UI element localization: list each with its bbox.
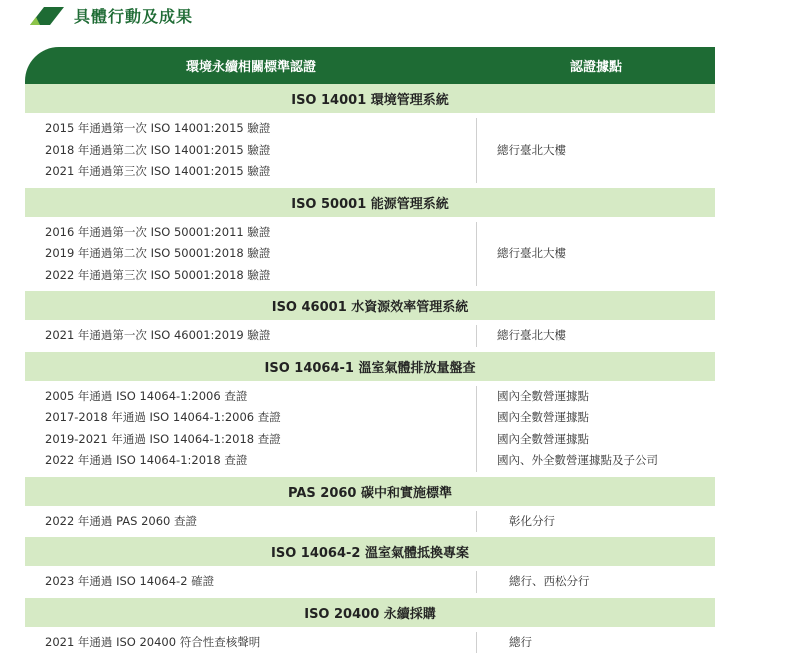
location-item: 彰化分行 (509, 513, 555, 528)
location-list (477, 386, 715, 472)
location-list (477, 325, 715, 347)
header-standard: 環境永續相關標準認證 (185, 60, 316, 75)
cert-list (25, 632, 477, 654)
section-row (25, 566, 715, 598)
table-header (25, 47, 715, 84)
cert-item: 2019 年通過第二次 ISO 50001:2018 驗證 (45, 246, 271, 260)
cert-item: 2016 年通過第一次 ISO 50001:2011 驗證 (45, 224, 271, 239)
cert-list (25, 222, 477, 287)
cert-list (25, 325, 477, 347)
section-row (25, 217, 715, 292)
section-row (25, 113, 715, 188)
cert-item: 2015 年通過第一次 ISO 14001:2015 驗證 (45, 121, 271, 135)
cert-list (25, 511, 477, 533)
section-title: ISO 14064-2 溫室氣體抵換專案 (25, 537, 715, 566)
location-item: 國內全數營運據點 (497, 388, 589, 403)
slash-mark-icon (30, 7, 64, 25)
location-item: 總行 (509, 634, 532, 649)
location-item: 國內全數營運據點 (497, 410, 589, 424)
certification-table (25, 47, 715, 658)
location-item: 總行、西松分行 (509, 574, 590, 588)
location-list (477, 511, 715, 533)
section-row (25, 381, 715, 477)
location-item: 國內全數營運據點 (497, 431, 589, 446)
location-item: 總行臺北大樓 (497, 328, 566, 342)
heading-title: 具體行動及成果 (74, 7, 194, 26)
cert-item: 2021 年通過 ISO 20400 符合性查核聲明 (45, 634, 261, 649)
cert-list (25, 571, 477, 593)
section-title: PAS 2060 碳中和實施標準 (25, 477, 715, 506)
cert-item: 2023 年通過 ISO 14064-2 確證 (45, 574, 215, 588)
section-row (25, 320, 715, 352)
cert-item: 2022 年通過 ISO 14064-1:2018 查證 (45, 453, 248, 467)
section-title: ISO 14064-1 溫室氣體排放量盤查 (25, 352, 715, 381)
section-row (25, 506, 715, 538)
section-title: ISO 50001 能源管理系統 (25, 188, 715, 217)
location-list (477, 571, 715, 593)
section-title: ISO 46001 水資源效率管理系統 (25, 291, 715, 320)
header-location: 認證據點 (569, 60, 622, 75)
cert-item: 2021 年通過第三次 ISO 14001:2015 驗證 (45, 164, 271, 178)
cert-item: 2019-2021 年通過 ISO 14064-1:2018 查證 (45, 431, 281, 446)
location-list (477, 222, 715, 287)
location-list (477, 632, 715, 654)
cert-item: 2021 年通過第一次 ISO 46001:2019 驗證 (45, 328, 271, 342)
section-row (25, 627, 715, 659)
cert-item: 2022 年通過 PAS 2060 查證 (45, 513, 198, 528)
cert-item: 2005 年通過 ISO 14064-1:2006 查證 (45, 388, 248, 403)
location-item: 國內、外全數營運據點及子公司 (497, 453, 658, 467)
cert-list (25, 386, 477, 472)
location-list (477, 118, 715, 183)
cert-list (25, 118, 477, 183)
section-title: ISO 20400 永續採購 (25, 598, 715, 627)
section-heading (30, 4, 193, 27)
location-item: 總行臺北大樓 (497, 246, 566, 260)
cert-item: 2022 年通過第三次 ISO 50001:2018 驗證 (45, 267, 271, 282)
cert-item: 2017-2018 年通過 ISO 14064-1:2006 查證 (45, 410, 281, 424)
location-item: 總行臺北大樓 (497, 142, 566, 157)
section-title: ISO 14001 環境管理系統 (25, 84, 715, 113)
cert-item: 2018 年通過第二次 ISO 14001:2015 驗證 (45, 142, 271, 157)
